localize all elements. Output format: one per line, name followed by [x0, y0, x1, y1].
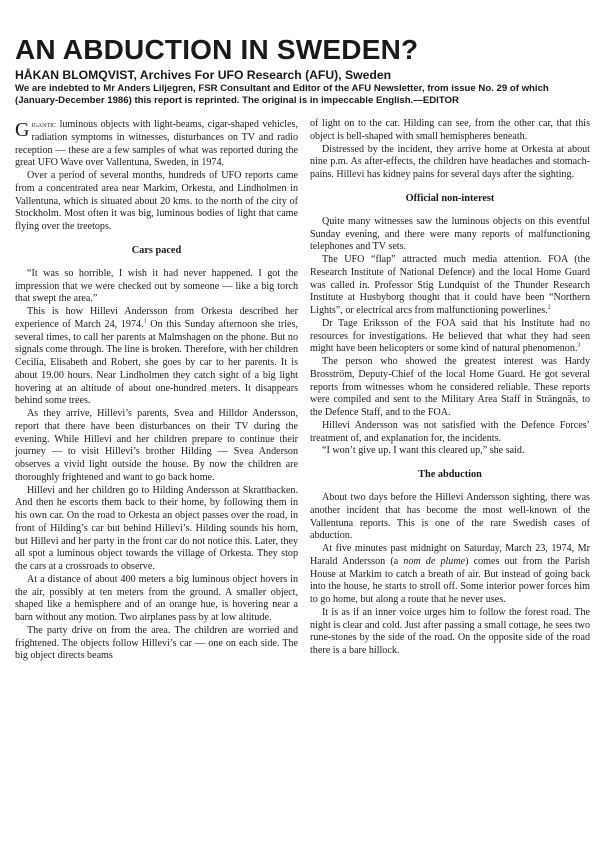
- drop-cap: G: [15, 119, 30, 141]
- paragraph: At a distance of about 400 meters a big luminous object hovers in the air, possibly at ten meters from the ground. A smaller object, shaped like a hemisphere and of an orange hue, is hovering near a barn without any motion. Two airplanes pass by at low altitude.: [15, 573, 298, 623]
- paragraph: [310, 543, 590, 607]
- paragraph: The person who showed the greatest interest was Hardy Brosström, Deputy-Chief of the local Home Guard. He got several reports from witnesses whom he considered reliable. These reports were compiled and sent to the Military Area Staff in Strängnäs, to the Defence Staff, and to the FOA.: [310, 356, 590, 418]
- intro-text: luminous objects with light-beams, cigar-shaped vehicles, radiation symptoms in witnesses, disturbances on TV and radio reception — these are a few samples of what was reported during the great UFO Wave over Vallentuna, Sweden, in 1974.: [15, 119, 298, 169]
- paragraph: Distressed by the incident, they arrive home at Orkesta at about nine p.m. As after-effects, the children have headaches and stomach-pains. Hillevi has kidney pains for several days after the sighting.: [310, 143, 590, 180]
- section-heading-cars-paced: Cars paced: [131, 244, 182, 256]
- section-heading-official-non-interest: Official non-interest: [405, 192, 495, 204]
- paragraph: Hillevi Andersson was not satisfied with the Defence Forces’ treatment of, and explanation for, the incidents.: [310, 419, 590, 444]
- intro-smallcaps: igantic: [31, 119, 57, 129]
- paragraph: It is as if an inner voice urges him to follow the forest road. The night is clear and cold. Just after passing a small cottage, he sees two rune-stones by the side of the road. On the opposite side of the road there is a bare hillock.: [310, 606, 590, 656]
- paragraph: of light on to the car. Hilding can see, from the other car, that this object is bell-shaped with small hemispheres beneath.: [310, 118, 590, 142]
- author-byline: HÅKAN BLOMQVIST, Archives For UFO Research (AFU), Sweden: [15, 68, 392, 82]
- paragraph: “I won’t give up. I want this cleared up,” she said.: [322, 445, 525, 457]
- right-column: [310, 118, 590, 658]
- paragraph: Over a period of several months, hundreds of UFO reports came from a concentrated area near Markim, Orkesta, and Lindholmen in Vallentuna, which is situated about 20 kms. to the north of the city of Stockholm. Most often it was big, luminous bodies of light that came flying over the treetops.: [15, 170, 298, 232]
- editor-note: We are indebted to Mr Anders Liljegren, FSR Consultant and Editor of the AFU Newsletter, from issue No. 29 of which (January-December 1986) this report is reprinted. The original is in impeccable English.—EDITOR: [15, 83, 549, 106]
- footnote-marker: 1: [143, 318, 147, 325]
- section-heading-the-abduction: The abduction: [418, 469, 482, 480]
- paragraph: Hillevi and her children go to Hilding Andersson at Skrattbacken. And then he escorts them back to their home, by following them in his own car. On the road to Orkesta an object passes over the road, in front of Hilding’s car but behind Hillevi’s. Hilding sounds his horn, but Hillevi and her party in the front car do not notice this. Later, they all spot a luminous object towards the village of Orkesta. They stop the cars at a crossroads to observe.: [15, 484, 298, 572]
- intro-paragraph: [15, 118, 298, 170]
- paragraph: Quite many witnesses saw the luminous objects on this eventful Sunday evening, and there were many reports of malfunctioning telephones and TV sets.: [310, 215, 590, 253]
- paragraph-text: On this Sunday afternoon she tries, several times, to call her parents at Malmshagen on the phone. But no signals come through. The line is broken. Therefore, with her children Cecilia, Elisabeth and Robert, she goes by car to her parents. It is about 19.00 hours. Near Lindholmen they catch sight of a big light hovering at an altitude of about one-hundred meters. It disappears behind some trees.: [15, 318, 299, 407]
- paragraph: The party drive on from the area. The children are worried and frightened. The objects follow Hillevi’s car — one on each side. The big object directs beams: [15, 624, 298, 662]
- paragraph: [310, 318, 590, 356]
- paragraph: About two days before the Hillevi Andersson sighting, there was another incident that has become the most well-known of the Vallentuna reports. This is one of the rare Swedish cases of abduction.: [310, 492, 590, 542]
- paragraph-text: ) comes out from the Parish House at Markim to catch a breath of air. But instead of going back into the house, he starts to stroll off. Some interior power forces him to go home, but along a route that he never uses.: [310, 555, 590, 605]
- left-column: [15, 118, 298, 663]
- paragraph-text: The UFO “flap” attracted much media attention. FOA (the Research Institute of National Defence) and the local Home Guard was called in. Professor Stig Lundquist of the Thunder Research Institute at Husbyborg thought that it could have been “Northern Lights”, or electrical arcs from malfunctioning powerlines.: [310, 254, 590, 316]
- footnote-marker: 3: [577, 342, 581, 349]
- paragraph-text: At five minutes past midnight on Saturday, March 23, 1974, Mr Harald Andersson (a: [310, 543, 590, 567]
- paragraph-text: Dr Tage Eriksson of the FOA said that his Institute had no resources for investigations. He believed that what they had seen might have been helicopters or some kind of natural phenomenon.: [310, 317, 590, 355]
- footnote-marker: 2: [547, 304, 551, 311]
- paragraph: [310, 254, 590, 318]
- italic-phrase: nom de plume: [403, 555, 466, 567]
- paragraph: “It was so horrible, I wish it had never happened. I got the impression that we were checked out by someone — like a big torch that swept the area.”: [15, 267, 298, 305]
- paragraph: As they arrive, Hillevi’s parents, Svea and Hilldor Andersson, report that there have been disturbances on their TV during the evening. While Hillevi and her children prepare to continue their journey — to visit Hillevi’s brother Hilding — Svea Anderson observes a vivid light outside the house. By now the children are thoroughly frightened and want to go back home.: [15, 408, 298, 483]
- article-title: AN ABDUCTION IN SWEDEN?: [15, 34, 419, 65]
- paragraph: [15, 306, 298, 408]
- paragraph-text: This is how Hillevi Andersson from Orkesta described her experience of March 24, 1974.: [15, 306, 298, 330]
